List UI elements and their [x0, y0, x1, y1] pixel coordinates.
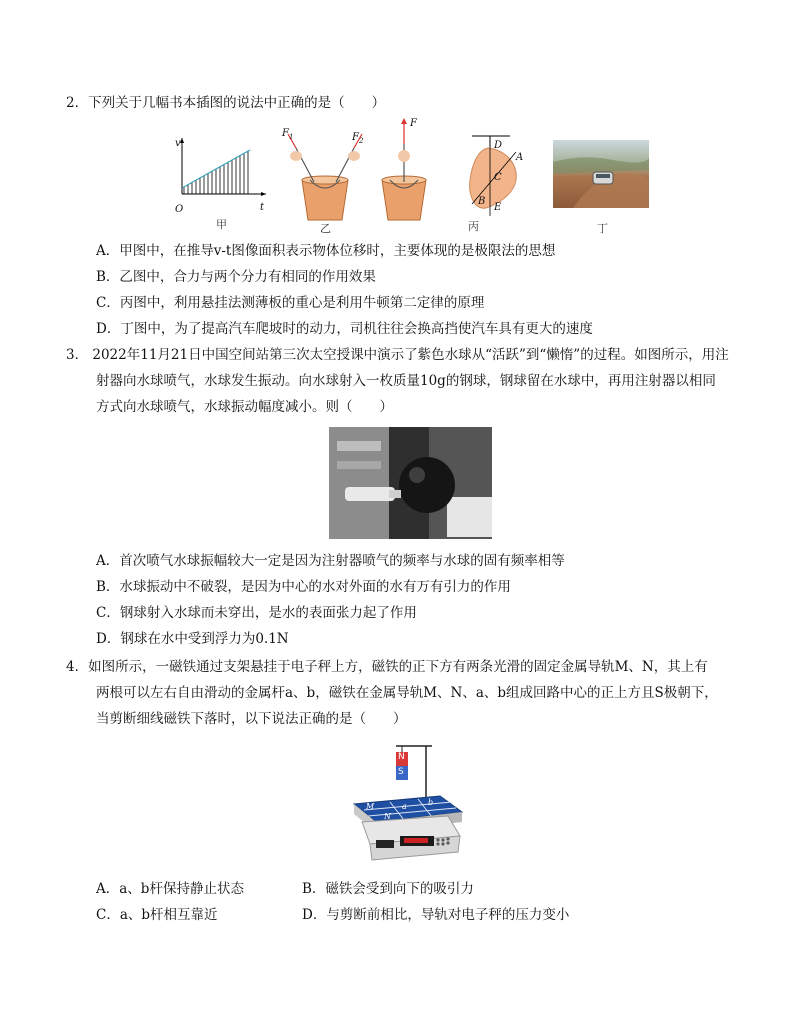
figure-bucket-single-force [374, 116, 434, 226]
point-c-label: C [494, 172, 502, 183]
t-axis-label: t [260, 202, 265, 213]
figure-ding-caption: 丁 [597, 222, 608, 235]
q3-option-c[interactable]: C．钢球射入水球而未穿出，是水的表面张力起了作用 [96, 605, 417, 621]
q3-option-a[interactable]: A．首次喷气水球振幅较大一定是因为注射器喷气的频率与水球的固有频率相等 [96, 553, 565, 569]
figure-ding-car-photo [553, 140, 649, 208]
water-ball-photo [329, 427, 492, 539]
q2-option-c[interactable]: C．丙图中，利用悬挂法测薄板的重心是利用牛顿第二定律的原理 [96, 295, 485, 311]
q4-stem-line-1: 4．如图所示，一磁铁通过支架悬挂于电子秤上方，磁铁的正下方有两条光滑的固定金属导轨M、N，其上有 [66, 659, 708, 675]
q2-option-b[interactable]: B．乙图中，合力与两个分力有相同的作用效果 [96, 269, 376, 285]
figure-bing-caption: 丙 [468, 220, 479, 233]
force-f1-label: $F_1$ [282, 128, 294, 141]
figure-yi-bucket-two-forces [280, 126, 370, 236]
magnet-scale-figure [340, 740, 470, 870]
magnet-s-pole: S [398, 767, 404, 777]
q4-option-a[interactable]: A．a、b杆保持静止状态 [96, 881, 244, 897]
q4-stem-line-3: 当剪断细线磁铁下落时，以下说法正确的是（ ） [96, 711, 407, 727]
point-e-label: E [494, 202, 502, 213]
q4-option-c[interactable]: C．a、b杆相互靠近 [96, 907, 218, 923]
force-f2-label: $F_2$ [352, 132, 364, 145]
rod-b-label: b [428, 798, 434, 807]
point-d-label: D [494, 140, 503, 151]
figure-bing-hanging-plate [458, 134, 528, 234]
magnet-n-pole: N [398, 752, 405, 762]
q2-stem: 2．下列关于几幅书本插图的说法中正确的是（ ） [66, 95, 386, 111]
point-a-label: A [516, 152, 524, 163]
v-axis-label: v [175, 138, 181, 149]
point-b-label: B [478, 196, 486, 207]
q3-stem-line-1: 3． 2022年11月21日中国空间站第三次太空授课中演示了紫色水球从“活跃”到“懒惰”的过程。如图所示，用注 [66, 347, 729, 363]
q4-stem-line-2: 两根可以左右自由滑动的金属杆a、b，磁铁在金属导轨M、N、a、b组成回路中心的正上方且S极朝下， [96, 685, 718, 701]
q3-option-d[interactable]: D．钢球在水中受到浮力为0.1N [96, 631, 289, 647]
q3-option-b[interactable]: B．水球振动中不破裂，是因为中心的水对外面的水有万有引力的作用 [96, 579, 511, 595]
force-f-label: F [410, 118, 417, 129]
q3-stem-line-3: 方式向水球喷气，水球振动幅度减小。则（ ） [96, 399, 393, 415]
figure-yi-caption: 乙 [320, 222, 331, 235]
origin-label: O [175, 204, 184, 215]
q4-option-d[interactable]: D．与剪断前相比，导轨对电子秤的压力变小 [302, 907, 570, 923]
figure-jia-vt-graph [172, 136, 268, 231]
q3-stem-line-2: 射器向水球喷气，水球发生振动。向水球射入一枚质量10g的钢球，钢球留在水球中，再用注射器以相同 [96, 373, 716, 389]
rail-n-label: N [384, 812, 391, 821]
rod-a-label: a [402, 802, 407, 811]
q4-option-b[interactable]: B．磁铁会受到向下的吸引力 [302, 881, 474, 897]
q2-option-a[interactable]: A．甲图中，在推导v-t图像面积表示物体位移时，主要体现的是极限法的思想 [96, 243, 556, 259]
rail-m-label: M [366, 802, 375, 811]
figure-jia-caption: 甲 [216, 218, 227, 231]
q2-option-d[interactable]: D．丁图中，为了提高汽车爬坡时的动力，司机往往会换高挡使汽车具有更大的速度 [96, 321, 593, 337]
